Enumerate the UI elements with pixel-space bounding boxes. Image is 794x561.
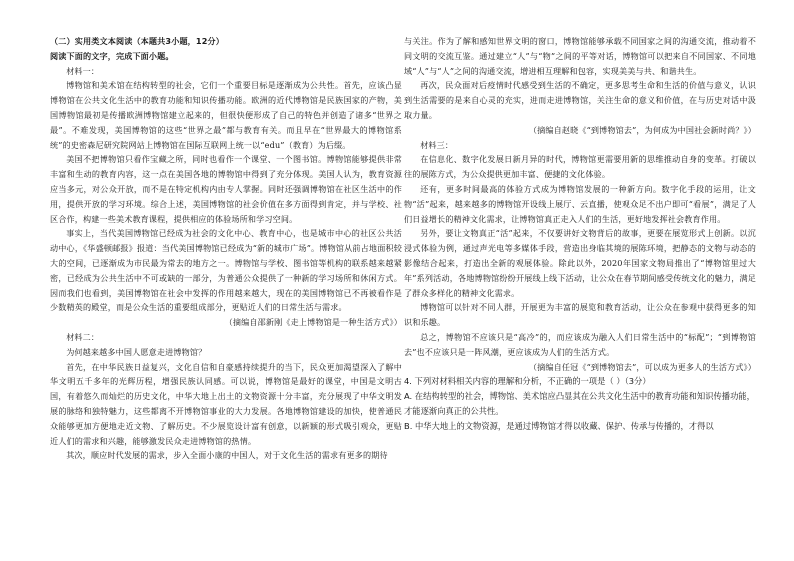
paragraph: 与关注。作为了解和感知世界文明的窗口，博物馆能够承载不同国家之间的沟通交流，推动着不同文明的交流互鉴。通过建立“人”与“物”之间的平等对话，博物馆可以把来自不同国家、不同地域“人”与“人”之间的沟通交流，增进相互理解和包容，实现美美与共、和谐共生。 <box>404 36 756 76</box>
source-citation: （摘编自邵新刚《走上博物馆是一种生活方式》） <box>224 317 402 328</box>
source-citation: （摘编自赵晓《“到博物馆去”，为何成为中国社会新时尚？》） <box>528 124 756 135</box>
paragraph: 博物馆和美术馆在结构转型的社会，它们一个重要目标是逐渐成为公共性。首先，应该凸显博物馆在公共文化生活中的教育功能和知识传播功能。欧洲的近代博物馆是民族国家的产物，美国博物馆最初是传播欧洲博物馆建立起来的，但很快便形成了自己的特色并创造了诸多“世界之最”。不难发现，美国博物馆的这些“世界之最”都与教育有关。而且早在“世界最大的博物馆系统”的史密森尼研究院网站上博物馆在国际互联网上统一以“edu”（教育）为后缀。 <box>50 80 402 150</box>
question-4: 4. 下列对材料相关内容的理解和分析，不正确的一项是（ ）（3分） <box>404 376 651 387</box>
right-column <box>404 34 756 434</box>
material2-label: 材料二： <box>66 331 100 342</box>
paragraph: 首先，在中华民族日益复兴，文化自信和自豪感持续提升的当下，民众更加渴望深入了解中华文明五千多年的光辉历程，增强民族认同感。可以说，博物馆是最好的课堂，中国是文明古国，有着悠久而灿烂的历史文化，中华大地上出土的文物资源十分丰富，充分展现了中华文明发展的脉络和独特魅力，这些都离不开博物馆事业的大力发展。各地博物馆建设的加快，使普通民众能够更加方便地走近文物、了解历史。不少展览设计富有创意，以新颖的形式吸引观众，更贴近人们的需求和兴趣，能够激发民众走进博物馆的热情。 <box>50 361 402 446</box>
material3-label: 材料三： <box>420 139 454 150</box>
paragraph: 在信息化、数字化发展日新月异的时代，博物馆更需要用新的思维推动自身的变革。打破以往的展陈方式，为公众提供更加丰富、便捷的文化体验。 <box>404 154 756 180</box>
paragraph: 再次，民众面对后疫情时代感受到生活的不确定，更多思考生命和生活的价值与意义，认识到生活需要的是来自心灵的充实，进而走进博物馆，关注生命的意义和价值，在与历史对话中汲取力量。 <box>404 80 756 120</box>
instruction: 阅读下面的文字，完成下面小题。 <box>50 50 174 61</box>
paragraph: 事实上，当代美国博物馆已经成为社会的文化中心、教育中心，也是城市中心的社区公共活动中心，《华盛顿邮报》报道：当代美国博物馆已经成为“新的城市广场”。博物馆从前占地面积较大的空间，已逐渐成为市民最为常去的地方之一。博物馆与学校、图书馆等机构的联系越来越紧密，已经成为公共生活中不可或缺的一部分，为普通公众提供了一种新的学习场所和休闲方式。因而我们也看到，美国博物馆在社会中发挥的作用越来越大，现在的美国博物馆已不再被看作是少数精英的殿堂，而是公众生活的重要组成部分，更贴近人们的日常生活与需求。 <box>50 228 402 313</box>
option-b: B. 中华大地上的文物资源，是通过博物馆才得以收藏、保护、传承与传播的，才得以 <box>404 420 714 431</box>
source-citation: （摘编自任冠《“到博物馆去”，可以成为更多人的生活方式》） <box>528 361 756 372</box>
section-title: （二）实用类文本阅读（本题共3小题，12分） <box>50 36 224 46</box>
material1-label: 材料一： <box>66 65 100 76</box>
paragraph: 还有，更多时间最高的体验方式成为博物馆发展的一种新方向。数字化手段的运用，让文物“活”起来，越来越多的博物馆开设线上展厅、云直播，使观众足不出户即可“看展”，满足了人们日益增长的精神文化需求，让博物馆真正走入人们的生活，更好地发挥社会教育作用。 <box>404 183 756 224</box>
paragraph: 另外，要让文物真正“活”起来，不仅要讲好文物背后的故事，更要在展览形式上创新。以沉浸式体验为例，通过声光电等多媒体手段，营造出身临其境的展陈环境，把静态的文物与动态的影像结合起来，打造出全新的观展体验。除此以外，2020年国家文物局推出了“博物馆里过大年”系列活动，各地博物馆纷纷开展线上线下活动，让公众在春节期间感受传统文化的魅力，满足了群众多样化的精神文化需求。 <box>404 228 756 298</box>
option-a: A. 在结构转型的社会，博物馆、美术馆应凸显其在公共文化生活中的教育功能和知识传播功能，才能逐渐向真正的公共性。 <box>404 391 755 416</box>
paragraph: 美国不把博物馆只看作宝藏之所，同时也看作一个课堂、一个图书馆。博物馆能够提供非常丰富和生动的教育内容，这一点在美国各地的博物馆中得到了充分体现。美国人认为，教育资源应当多元，对公众开放，而不是在特定机构内由专人掌握。同时还强调博物馆在社区生活中的作用，提供开放的学习环境。综合上述，美国博物馆的社会价值在多方面得到肯定，并与学校、社区合作，构建一些美术教育课程，提供相应的体验场所和学习空间。 <box>50 154 402 224</box>
paragraph: 总之，博物馆不应该只是“高冷”的，而应该成为融入人们日常生活中的“标配”；“到博物馆去”也不应该只是一阵风潮，更应该成为人们的生活方式。 <box>404 331 756 357</box>
paragraph: 其次，顺应时代发展的需求，步入全面小康的中国人，对于文化生活的需求有更多的期待 <box>66 450 388 461</box>
paragraph: 博物馆可以针对不同人群，开展更为丰富的展览和教育活动，让公众在参观中获得更多的知识和乐趣。 <box>404 302 756 328</box>
left-column <box>50 34 402 463</box>
material2-question: 为何越来越多中国人愿意走进博物馆？ <box>66 346 207 357</box>
